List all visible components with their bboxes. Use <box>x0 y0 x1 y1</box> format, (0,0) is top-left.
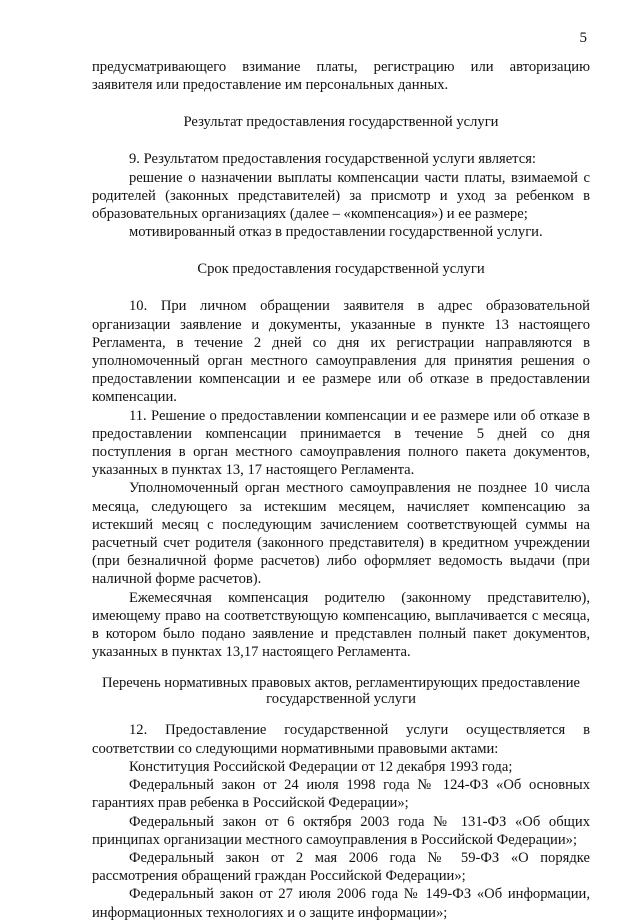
act-law-131: Федеральный закон от 6 октября 2003 года № 131-ФЗ «Об общих принципах организации местного самоуправления в Российской Федерации»; <box>92 813 590 848</box>
act-law-59: Федеральный закон от 2 мая 2006 года № 59-ФЗ «О порядке рассмотрения обращений граждан Российской Федерации»; <box>92 849 590 885</box>
act-law-124: Федеральный закон от 24 июля 1998 года № 124-ФЗ «Об основных гарантиях прав ребенка в Российской Федерации»; <box>92 777 590 812</box>
page-number: 5 <box>579 30 587 46</box>
paragraph-10: 10. При личном обращении заявителя в адрес образовательной организации заявление и документы, указанные в пункте 13 настоящего Регламента, в течение 2 дней со дня их регистрации направляются в уполномоченный орган местного самоуправления для принятия решения о предоставлении компенсации и ее размере или об отказе в предоставлении компенсации. <box>92 298 590 406</box>
paragraph-12: 12. Предоставление государственной услуги осуществляется в соответствии со следующими нормативными правовыми актами: <box>92 722 590 757</box>
paragraph-11-monthly: Ежемесячная компенсация родителю (законному представителю), имеющему право на соответствующую компенсацию, выплачивается с месяца, в котором было подано заявление и представлен полный пакет документов, указанных в пунктах 13,17 настоящего Регламента. <box>92 589 590 661</box>
paragraph-11: 11. Решение о предоставлении компенсации и ее размере или об отказе в предоставлении компенсации принимается в течение 5 дней со дня поступления в орган местного самоуправления полного пакета документов, указанных в пунктах 13, 17 настоящего Регламента. <box>92 407 590 479</box>
paragraph-9-decision: решение о назначении выплаты компенсации части платы, взимаемой с родителей (законных представителей) за присмотр и уход за ребенком в образовательных организациях (далее – «компенсация») и ее размере; <box>92 169 590 223</box>
paragraph-9: 9. Результатом предоставления государственной услуги является: <box>129 151 536 168</box>
heading-acts-line-2: государственной услуги <box>266 691 416 708</box>
paragraph-intro: предусматривающего взимание платы, регистрацию или авторизацию заявителя или предоставление им персональных данных. <box>92 59 590 94</box>
paragraph-11-accrual: Уполномоченный орган местного самоуправления не позднее 10 числа месяца, следующего за истекшим месяцем, начисляет компенсацию за истекший месяц с последующим зачислением соответствующей суммы на расчетный счет родителя (законного представителя) в кредитном учреждении (при безналичной форме расчетов) либо оформляет ведомость выдачи (при наличной форме расчетов). <box>92 480 590 588</box>
document-body <box>92 58 590 922</box>
act-law-149: Федеральный закон от 27 июля 2006 года № 149-ФЗ «Об информации, информационных технологиях и о защите информации»; <box>92 886 590 921</box>
heading-result: Результат предоставления государственной услуги <box>183 114 499 131</box>
act-constitution: Конституция Российской Федерации от 12 декабря 1993 года; <box>129 758 513 775</box>
paragraph-9-refusal: мотивированный отказ в предоставлении государственной услуги. <box>129 224 543 241</box>
heading-acts-line-1: Перечень нормативных правовых актов, регламентирующих предоставление <box>101 675 581 692</box>
heading-term: Срок предоставления государственной услуги <box>197 261 485 278</box>
